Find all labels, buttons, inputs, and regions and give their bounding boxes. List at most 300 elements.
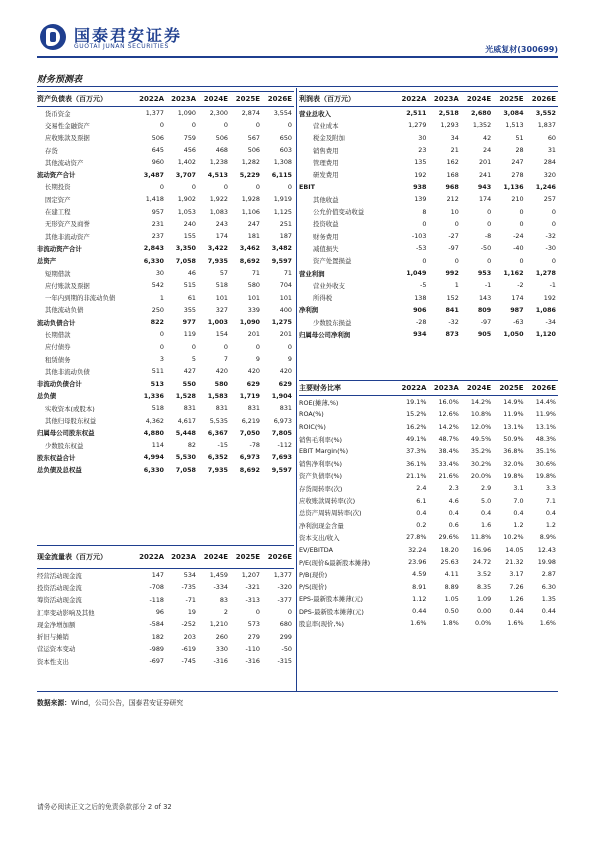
row-value: 1,402: [177, 158, 196, 167]
row-value: 201: [247, 330, 260, 339]
year-header: 2026E: [526, 92, 558, 107]
row-value: 759: [183, 133, 196, 142]
row-value: 0: [223, 182, 228, 191]
row-label: 销售净利率(%): [299, 460, 343, 469]
year-header: 2025E: [230, 92, 262, 107]
row-value: 210: [511, 195, 524, 204]
table-row: [37, 451, 294, 463]
source-label: 数据来源：: [37, 699, 71, 707]
table-row: [299, 119, 558, 131]
table-row: [299, 556, 558, 568]
row-value: -334: [213, 583, 228, 592]
row-label: 其他收益: [313, 195, 339, 204]
row-value: 1,278: [535, 269, 556, 277]
row-value: 203: [183, 632, 196, 641]
row-value: 550: [182, 379, 196, 388]
row-value: -53: [415, 244, 427, 253]
row-value: 680: [279, 620, 292, 629]
row-value: 320: [543, 170, 556, 179]
row-value: -34: [545, 318, 556, 327]
table-row: [299, 255, 558, 267]
table-row: [37, 365, 294, 377]
row-value: 0: [223, 121, 228, 130]
row-value: 905: [477, 330, 492, 339]
table-row: [37, 107, 294, 120]
row-value: 1: [159, 293, 164, 302]
row-label: 现金净增加额: [37, 620, 76, 629]
row-value: 23.96: [408, 558, 427, 566]
row-value: 201: [478, 158, 492, 167]
row-value: 1.6: [481, 521, 492, 530]
row-value: 201: [279, 330, 292, 339]
row-value: -2: [517, 281, 524, 290]
table-row: [299, 267, 558, 279]
table-row: [299, 316, 558, 328]
row-label: 净利润: [299, 306, 319, 315]
row-value: 4,513: [207, 170, 228, 179]
title-divider: [37, 86, 558, 87]
row-value: 9,597: [271, 256, 292, 265]
row-value: 518: [215, 281, 228, 290]
row-label: 租赁债务: [45, 355, 71, 364]
row-value: 1.6%: [507, 619, 524, 628]
row-value: 12.0%: [470, 422, 492, 431]
row-value: 0.4: [481, 508, 492, 517]
row-value: 1.26: [509, 594, 524, 603]
row-value: 19: [187, 608, 196, 617]
table-row: [37, 402, 294, 414]
year-header: 2022A: [134, 92, 166, 107]
page-footer: 请务必阅读正文之后的免责条款部分 2 of 32: [37, 803, 172, 811]
row-value: 1,210: [209, 620, 228, 629]
row-value: 101: [247, 293, 260, 302]
row-value: 6,115: [271, 170, 292, 179]
row-value: 7,805: [271, 428, 292, 437]
row-value: 3.17: [509, 570, 524, 579]
row-value: 0: [159, 121, 164, 130]
row-value: 650: [279, 133, 292, 142]
row-label: 总资产: [37, 257, 57, 266]
tables-bottom-rule: [37, 691, 558, 692]
table-row: [299, 457, 558, 469]
row-label: 少数股东损益: [313, 318, 352, 327]
row-value: 953: [477, 269, 492, 277]
row-value: 1,090: [177, 109, 196, 118]
row-value: 1,050: [503, 330, 524, 339]
header-divider: [37, 56, 558, 58]
row-value: 542: [151, 281, 164, 290]
row-value: 2.3: [448, 484, 459, 493]
row-value: 49.5%: [470, 435, 492, 444]
row-value: 36.8%: [503, 447, 524, 456]
row-value: 7,693: [271, 453, 292, 462]
row-label: 应付账款及票据: [45, 281, 90, 290]
row-value: -619: [181, 644, 196, 653]
row-label: ROA(%): [299, 410, 324, 419]
row-value: 0: [519, 256, 524, 265]
row-value: 14.2%: [470, 398, 492, 407]
row-label: 长期投资: [45, 183, 71, 192]
row-value: 174: [215, 232, 228, 241]
row-value: 0.0%: [474, 619, 492, 628]
row-value: 0: [287, 608, 292, 617]
row-value: 25.63: [440, 558, 459, 566]
row-value: 37.3%: [406, 447, 427, 456]
row-label: 其他非流动负债: [45, 367, 90, 376]
row-value: 51: [515, 133, 524, 142]
row-value: 6,973: [239, 453, 260, 462]
year-header: 2026E: [262, 92, 294, 107]
row-value: 0.44: [509, 607, 524, 616]
row-value: 4.6: [448, 496, 459, 505]
row-value: 1,719: [239, 391, 260, 400]
row-value: 1,275: [271, 318, 292, 327]
year-header: 2025E: [493, 92, 525, 107]
row-value: 1,528: [175, 391, 196, 400]
row-value: -584: [149, 620, 164, 629]
data-source-note: [37, 697, 183, 707]
row-value: 28: [515, 146, 524, 155]
row-value: -1: [549, 281, 556, 290]
row-value: -316: [213, 657, 228, 666]
row-value: 1,053: [177, 207, 196, 216]
table-row: [37, 569, 294, 582]
row-value: 934: [413, 330, 427, 339]
row-value: 284: [543, 158, 556, 167]
table-row: [299, 470, 558, 482]
row-value: 0: [287, 342, 292, 351]
table-row: [299, 156, 558, 168]
year-header: 2025E: [230, 546, 262, 569]
row-value: 355: [183, 305, 196, 314]
row-value: 580: [214, 379, 228, 388]
row-value: 71: [251, 269, 260, 277]
row-value: 14.05: [505, 545, 524, 554]
row-value: 0: [551, 256, 556, 265]
row-value: 0: [487, 256, 492, 265]
row-label: 投资活动现金流: [37, 583, 82, 592]
row-value: 0.44: [541, 607, 556, 616]
table-row: [37, 230, 294, 242]
row-value: 6,973: [273, 416, 292, 425]
year-header: 2024E: [198, 546, 230, 569]
row-label: ROIC(%): [299, 422, 326, 431]
row-value: 1,377: [145, 109, 164, 118]
row-value: 30: [155, 269, 164, 277]
row-value: 1.2: [545, 521, 556, 530]
table-row: [299, 433, 558, 445]
row-value: 7,935: [207, 465, 228, 474]
row-label: 资产处置损益: [313, 257, 352, 266]
row-value: 1,086: [535, 305, 556, 314]
row-value: 0.4: [513, 508, 524, 517]
table-row: [37, 353, 294, 365]
row-value: -735: [181, 583, 196, 592]
row-value: 155: [183, 232, 196, 241]
table-row: [299, 218, 558, 230]
row-value: 1,837: [537, 121, 556, 130]
row-value: 33.4%: [438, 459, 459, 468]
row-value: 61: [187, 293, 196, 302]
row-value: 3,552: [535, 109, 556, 118]
row-value: 3,482: [271, 244, 292, 253]
row-value: 573: [247, 620, 260, 629]
row-value: 48.3%: [535, 435, 556, 444]
row-value: 7.1: [545, 496, 556, 505]
row-value: 174: [511, 293, 524, 302]
table-row: [37, 156, 294, 168]
row-value: -252: [181, 620, 196, 629]
table-row: [37, 630, 294, 642]
row-value: 1,352: [472, 121, 492, 130]
row-value: 1,293: [440, 121, 459, 130]
row-label: 存货周转率(次): [299, 484, 343, 493]
row-value: 0.50: [444, 607, 459, 616]
table-row: [37, 439, 294, 451]
row-value: 16.2%: [406, 422, 427, 431]
year-header: 2025E: [493, 381, 525, 396]
income-statement-table: [299, 91, 558, 341]
row-value: 420: [279, 367, 292, 376]
row-value: 21: [450, 146, 459, 155]
row-value: 7,058: [175, 256, 196, 265]
row-value: 21.32: [505, 558, 524, 566]
row-label: 长期借款: [45, 330, 71, 339]
table-row: [37, 119, 294, 131]
row-value: -989: [149, 644, 164, 653]
row-value: 24.72: [472, 558, 492, 566]
row-value: 138: [414, 293, 427, 302]
row-value: 0: [159, 342, 164, 351]
row-value: 181: [247, 232, 260, 241]
row-value: 3,487: [143, 170, 164, 179]
row-value: 0.4: [448, 508, 459, 517]
row-value: 1.6%: [410, 619, 427, 628]
cashflow-table: [37, 545, 294, 667]
table-row: [37, 193, 294, 205]
row-value: -63: [513, 318, 524, 327]
table-row: [37, 205, 294, 217]
row-value: 1,162: [503, 269, 524, 277]
row-label: 其他流动资产: [45, 158, 84, 167]
row-value: 1.35: [541, 594, 556, 603]
year-header: 2022A: [134, 546, 166, 569]
row-value: 456: [183, 146, 196, 155]
row-value: 1,336: [143, 391, 164, 400]
row-value: -28: [415, 318, 427, 327]
row-label: 销售费用: [313, 146, 339, 155]
row-value: 1,136: [503, 182, 524, 191]
row-value: 19.8%: [535, 471, 556, 480]
row-value: 8,692: [239, 256, 260, 265]
year-header: 2023A: [166, 92, 198, 107]
row-value: 2,874: [241, 109, 260, 118]
row-label: 其他归母股东权益: [45, 417, 97, 426]
table-header-row: [299, 92, 558, 107]
row-value: 3.3: [545, 484, 556, 493]
row-label: P/S(现价): [299, 583, 327, 592]
row-value: 0: [159, 330, 164, 339]
table-row: [299, 617, 558, 629]
row-value: 629: [246, 379, 260, 388]
row-value: 0: [287, 182, 292, 191]
table-row: [299, 568, 558, 580]
table-row: [37, 316, 294, 328]
row-value: 5.0: [481, 496, 492, 505]
row-value: 0: [487, 219, 492, 228]
table-row: [299, 168, 558, 180]
row-value: 2,518: [438, 109, 459, 118]
row-value: 943: [477, 182, 492, 191]
table-row: [299, 304, 558, 316]
section-title: 财务预测表: [37, 75, 83, 85]
table-title: 资产负债表（百万元）: [37, 92, 134, 107]
table-row: [37, 341, 294, 353]
row-value: -316: [245, 657, 260, 666]
row-value: 10.8%: [470, 410, 492, 419]
row-value: -50: [281, 644, 292, 653]
row-label: 总负债: [37, 392, 57, 401]
table-row: [37, 255, 294, 267]
row-value: 0: [422, 219, 427, 228]
row-label: ROE(摊薄,%): [299, 398, 339, 407]
row-value: -27: [448, 232, 459, 241]
row-value: 11.9%: [503, 410, 524, 419]
row-value: 0: [422, 256, 427, 265]
row-value: 119: [183, 330, 196, 339]
table-row: [299, 144, 558, 156]
row-value: 114: [151, 441, 164, 450]
row-value: 1,120: [535, 330, 556, 339]
row-value: 831: [247, 404, 260, 413]
row-value: 5,229: [239, 170, 260, 179]
row-value: 1.12: [412, 594, 427, 603]
row-value: 0.2: [416, 521, 427, 530]
row-value: 420: [247, 367, 260, 376]
row-value: 427: [183, 367, 196, 376]
row-value: -78: [249, 441, 260, 450]
row-value: 34: [450, 133, 459, 142]
row-value: 0: [255, 608, 260, 617]
financial-ratios-table: [299, 380, 558, 630]
row-value: 8.91: [412, 582, 427, 591]
table-title: 现金流量表（百万元）: [37, 546, 134, 569]
table-row: [299, 494, 558, 506]
table-row: [299, 242, 558, 254]
row-value: 4,994: [143, 453, 164, 462]
row-value: -97: [480, 318, 492, 327]
row-label: 应收账款周转率(次): [299, 497, 356, 506]
row-value: 831: [183, 404, 196, 413]
table-row: [299, 580, 558, 592]
row-label: 流动负债合计: [37, 318, 76, 327]
row-value: 0: [255, 342, 260, 351]
row-value: 1,513: [505, 121, 524, 130]
row-value: 14.4%: [535, 398, 556, 407]
row-value: 30: [418, 133, 427, 142]
row-value: 1,418: [145, 195, 164, 204]
row-value: 18.20: [440, 545, 459, 554]
row-value: 57: [219, 269, 228, 277]
row-value: 938: [413, 182, 427, 191]
row-value: 339: [247, 305, 260, 314]
row-label: 营业利润: [299, 269, 325, 278]
row-value: -40: [513, 244, 524, 253]
row-value: -315: [277, 657, 292, 666]
table-row: [37, 655, 294, 667]
row-value: 1,922: [209, 195, 228, 204]
row-value: 2.9: [481, 484, 492, 493]
table-row: [299, 396, 558, 409]
year-header: 2022A: [396, 381, 428, 396]
source-text: Wind，公司公告，国泰君安证券研究: [70, 699, 184, 707]
row-value: 645: [151, 146, 164, 155]
table-row: [299, 181, 558, 193]
row-value: 0: [191, 182, 196, 191]
row-value: 16.0%: [438, 398, 459, 407]
row-value: -5: [420, 281, 427, 290]
row-value: -32: [545, 232, 556, 241]
row-value: 31: [547, 146, 556, 155]
row-value: 14.2%: [438, 422, 459, 431]
table-header-row: [299, 381, 558, 396]
table-row: [299, 230, 558, 242]
row-value: 906: [413, 305, 427, 314]
row-value: 420: [215, 367, 228, 376]
row-value: 237: [151, 232, 164, 241]
row-value: 1,049: [406, 269, 427, 277]
year-header: 2026E: [526, 381, 558, 396]
row-value: 250: [151, 305, 164, 314]
table-row: [299, 132, 558, 144]
table-row: [299, 593, 558, 605]
row-value: 1,083: [209, 207, 228, 216]
year-header: 2023A: [428, 92, 460, 107]
table-row: [299, 482, 558, 494]
row-value: 168: [446, 170, 459, 179]
year-header: 2026E: [262, 546, 294, 569]
row-value: 2: [223, 608, 228, 617]
row-value: 6,352: [207, 453, 228, 462]
row-value: 7.0: [513, 496, 524, 505]
row-value: 0.44: [412, 607, 427, 616]
row-value: 6,367: [207, 428, 228, 437]
row-value: 279: [247, 632, 260, 641]
table-row: [299, 507, 558, 519]
row-label: 应收账款及票据: [45, 134, 90, 143]
row-label: 营业总收入: [299, 109, 331, 118]
row-value: -8: [484, 232, 492, 241]
row-value: -97: [448, 244, 459, 253]
row-value: 19.1%: [406, 398, 427, 407]
row-value: -697: [149, 657, 164, 666]
row-value: -103: [411, 232, 427, 241]
year-header: 2024E: [461, 381, 493, 396]
row-value: 101: [215, 293, 228, 302]
row-value: 152: [446, 293, 459, 302]
table-row: [37, 618, 294, 630]
table-row: [37, 144, 294, 156]
row-value: 977: [182, 318, 196, 327]
row-value: 3,350: [175, 244, 196, 253]
row-value: 1: [454, 281, 459, 290]
table-row: [37, 464, 294, 476]
row-value: 0.4: [545, 508, 556, 517]
row-value: 6.30: [541, 582, 556, 591]
row-value: 257: [543, 195, 556, 204]
row-value: 7,058: [175, 465, 196, 474]
row-value: 0.4: [416, 508, 427, 517]
